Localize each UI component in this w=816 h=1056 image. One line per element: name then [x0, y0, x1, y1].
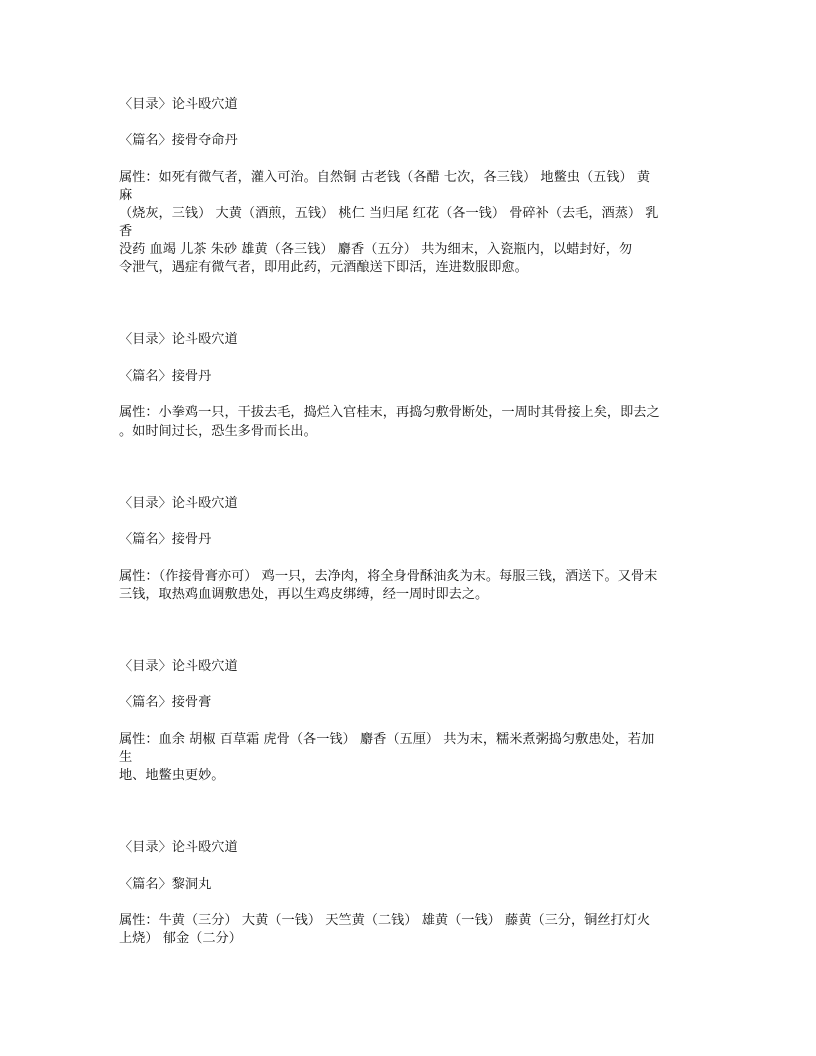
catalog-line: 〈目录〉论斗殴穴道: [119, 659, 238, 674]
body-line: 上烧） 郁金（二分）: [119, 931, 242, 946]
body-line: 地、地鳖虫更妙。: [119, 768, 225, 783]
catalog-line: 〈目录〉论斗殴穴道: [119, 97, 238, 112]
entry-title: 〈篇名〉接骨膏: [119, 695, 212, 710]
entry-title: 〈篇名〉接骨夺命丹: [119, 133, 238, 148]
body-line: 麻: [119, 188, 133, 203]
entry-title: 〈篇名〉接骨丹: [119, 532, 212, 547]
entry-title: 〈篇名〉接骨丹: [119, 369, 212, 384]
catalog-line: 〈目录〉论斗殴穴道: [119, 332, 238, 347]
body-line: 属性：（作接骨膏亦可） 鸡一只，去净肉，将全身骨酥油炙为末。每服三钱，酒送下。又骨末: [119, 569, 658, 584]
catalog-line: 〈目录〉论斗殴穴道: [119, 840, 238, 855]
body-line: 属性：小拳鸡一只，干拔去毛，捣烂入官桂末，再捣匀敷骨断处，一周时其骨接上矣，即去之: [119, 405, 660, 420]
body-line: 。如时间过长，恐生多骨而长出。: [119, 424, 317, 439]
body-line: 生: [119, 750, 133, 765]
body-line: 三钱，取热鸡血调敷患处，再以生鸡皮绑缚，经一周时即去之。: [119, 587, 489, 602]
body-line: 属性：血余 胡椒 百草霜 虎骨（各一钱） 麝香（五厘） 共为末，糯米煮粥捣匀敷患处，若加: [119, 732, 655, 747]
catalog-line: 〈目录〉论斗殴穴道: [119, 496, 238, 511]
body-line: 没药 血竭 儿茶 朱砂 雄黄（各三钱） 麝香（五分） 共为细末，入瓷瓶内，以蜡封好，勿: [119, 242, 633, 257]
body-line: 属性：牛黄（三分） 大黄（一钱） 天竺黄（二钱） 雄黄（一钱） 藤黄（三分，铜丝打灯火: [119, 913, 651, 928]
body-line: 属性：如死有微气者，灌入可治。自然铜 古老钱（各醋 七次，各三钱） 地鳖虫（五钱） 黄: [119, 170, 651, 185]
body-line: 令泄气，遇症有微气者，即用此药，元酒酿送下即活，连进数服即愈。: [119, 260, 528, 275]
body-line: （烧灰，三钱） 大黄（酒煎，五钱） 桃仁 当归尾 红花（各一钱） 骨碎补（去毛，酒蒸） 乳: [119, 206, 659, 221]
entry-title: 〈篇名〉黎洞丸: [119, 877, 212, 892]
body-line: 香: [119, 224, 133, 239]
